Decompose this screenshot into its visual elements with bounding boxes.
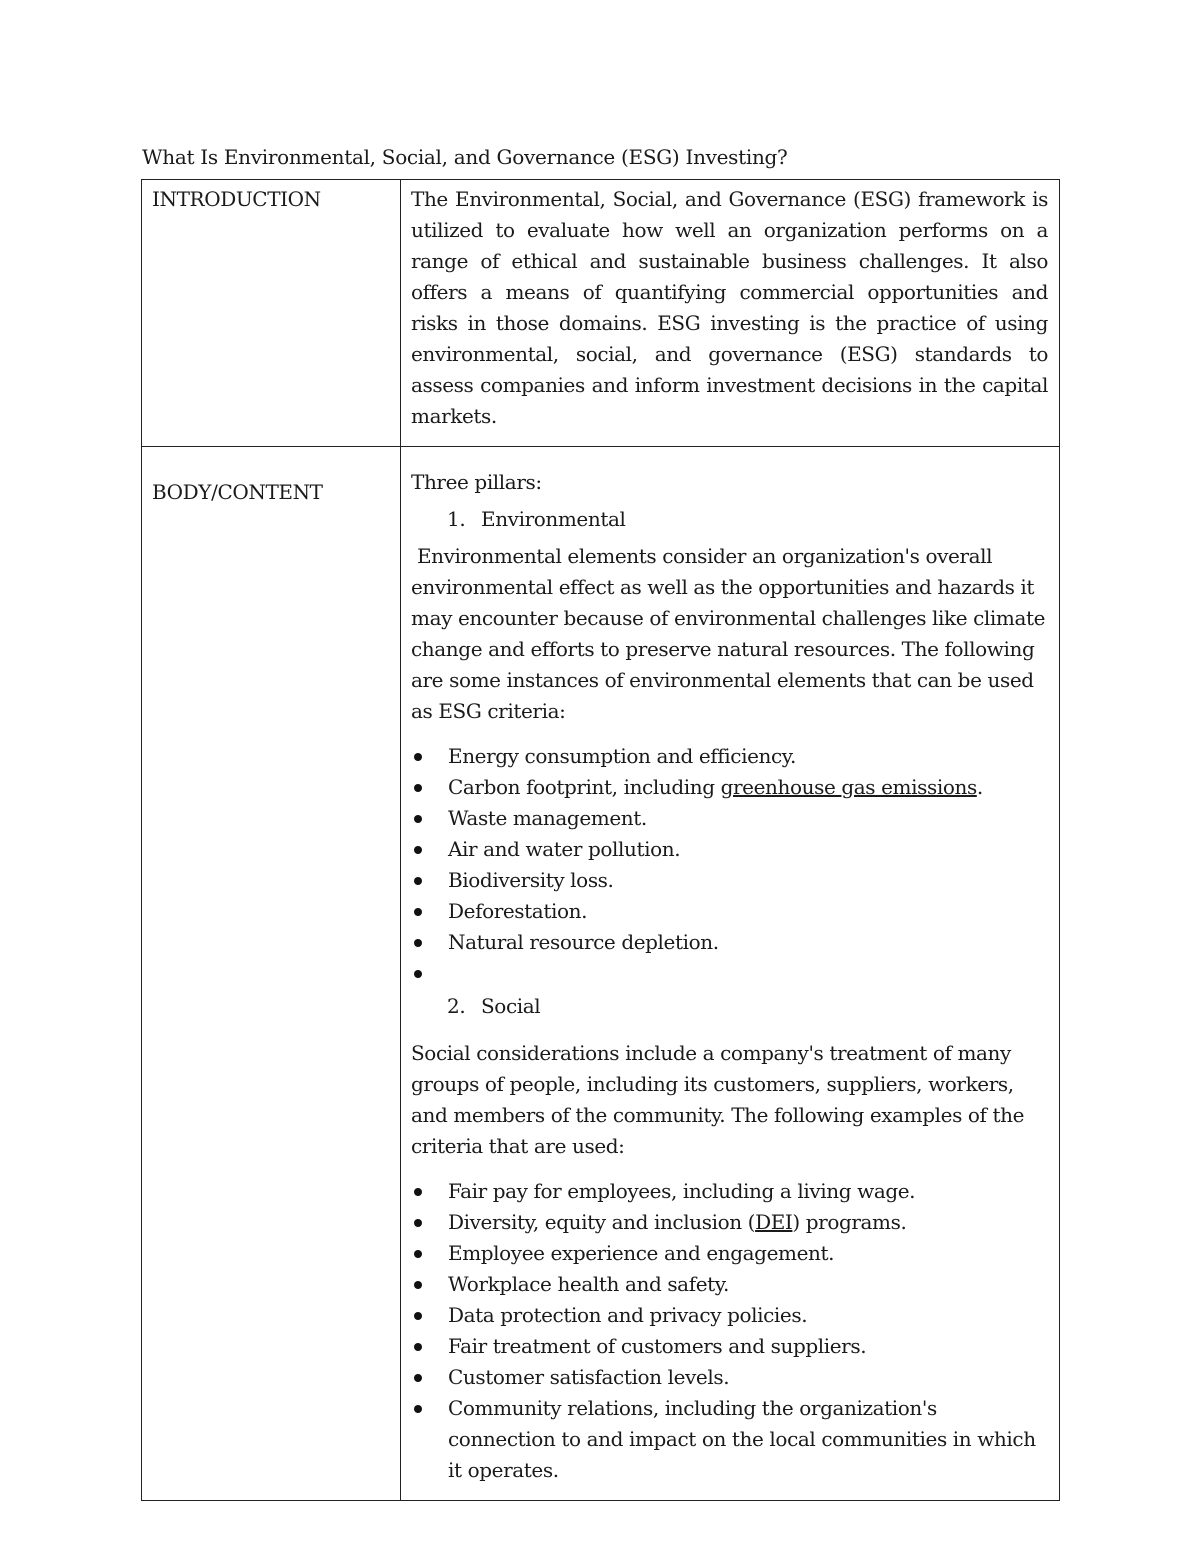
social-paragraph: Social considerations include a company's treatment of many groups of people, including its customers, suppliers, workers, and members of the community. The following examples of the criteria that are used: (411, 1041, 1025, 1158)
bullet-icon (411, 927, 448, 958)
introduction-label: INTRODUCTION (142, 180, 401, 447)
body-row (142, 447, 1060, 1501)
environmental-criteria-item-text-start: Natural resource depletion. (448, 930, 719, 954)
social-criteria-item-text-start: Workplace health and safety. (448, 1272, 729, 1296)
environmental-title: Environmental (481, 507, 626, 531)
social-criteria-item-text-start: Community relations, including the organization's connection to and impact on the local communities in which it operates. (448, 1396, 1036, 1482)
environmental-criteria-item-text (448, 834, 1048, 865)
environmental-criteria-item (411, 865, 1048, 896)
environmental-criteria-item (411, 741, 1048, 772)
environmental-criteria-item-text-end: . (976, 775, 983, 799)
bullet-icon (411, 1362, 448, 1393)
body-label: BODY/CONTENT (142, 447, 401, 1501)
environmental-criteria-item (411, 927, 1048, 958)
environmental-criteria-item-text (448, 927, 1048, 958)
environmental-heading (447, 504, 1048, 535)
social-criteria-item-link[interactable]: DEI (755, 1210, 793, 1234)
social-criteria-list (411, 1176, 1048, 1486)
environmental-criteria-list (411, 741, 1048, 989)
social-criteria-item-text-start: Fair treatment of customers and suppliers. (448, 1334, 867, 1358)
social-criteria-item (411, 1207, 1048, 1238)
environmental-criteria-item-text-start: Biodiversity loss. (448, 868, 614, 892)
social-criteria-item (411, 1269, 1048, 1300)
environmental-criteria-item (411, 803, 1048, 834)
social-criteria-item-text-start: Data protection and privacy policies. (448, 1303, 808, 1327)
social-criteria-item (411, 1238, 1048, 1269)
social-criteria-item-text-start: Fair pay for employees, including a living wage. (448, 1179, 916, 1203)
environmental-criteria-item (411, 896, 1048, 927)
social-criteria-item-text-start: Customer satisfaction levels. (448, 1365, 730, 1389)
bullet-icon (411, 958, 448, 989)
social-criteria-item-text (448, 1238, 1048, 1269)
bullet-icon (411, 803, 448, 834)
social-heading (447, 991, 1048, 1022)
bullet-icon (411, 1269, 448, 1300)
bullet-icon (411, 1207, 448, 1238)
environmental-criteria-item-text-start: Deforestation. (448, 899, 588, 923)
body-content (401, 447, 1060, 1501)
environmental-criteria-item-text-start: Energy consumption and efficiency. (448, 744, 797, 768)
environmental-criteria-item-text (448, 958, 1048, 989)
bullet-icon (411, 1238, 448, 1269)
environmental-criteria-item-text (448, 803, 1048, 834)
social-criteria-item (411, 1362, 1048, 1393)
social-criteria-item-text-start: Employee experience and engagement. (448, 1241, 835, 1265)
social-criteria-item (411, 1331, 1048, 1362)
esg-table (141, 179, 1060, 1501)
social-criteria-item-text (448, 1269, 1048, 1300)
document-title: What Is Environmental, Social, and Governance (ESG) Investing? (142, 145, 788, 169)
pillars-heading: Three pillars: (411, 470, 542, 494)
environmental-criteria-item-text-start: Air and water pollution. (448, 837, 681, 861)
social-number: 2. (447, 994, 466, 1018)
bullet-icon (411, 865, 448, 896)
introduction-row (142, 180, 1060, 447)
bullet-icon (411, 1393, 448, 1486)
environmental-number: 1. (447, 507, 466, 531)
bullet-icon (411, 772, 448, 803)
bullet-icon (411, 741, 448, 772)
bullet-icon (411, 896, 448, 927)
bullet-icon (411, 834, 448, 865)
environmental-paragraph: Environmental elements consider an organization's overall environmental effect as well as the opportunities and hazards it may encounter because of environmental challenges like climate change and efforts to preserve natural resources. The following are some instances of environmental elements that can be used as ESG criteria: (411, 544, 1052, 723)
social-criteria-item-text (448, 1300, 1048, 1331)
social-criteria-item-text (448, 1331, 1048, 1362)
social-criteria-item (411, 1300, 1048, 1331)
social-criteria-item-text (448, 1176, 1048, 1207)
social-criteria-item (411, 1393, 1048, 1486)
social-criteria-item (411, 1176, 1048, 1207)
social-criteria-item-text-start: Diversity, equity and inclusion ( (448, 1210, 756, 1234)
social-criteria-item-text (448, 1207, 1048, 1238)
environmental-criteria-item-text (448, 896, 1048, 927)
social-criteria-item-text-end: ) programs. (792, 1210, 907, 1234)
environmental-criteria-item-link[interactable]: greenhouse gas emissions (720, 775, 977, 799)
social-title: Social (481, 994, 541, 1018)
environmental-criteria-item-text-start: Carbon footprint, including (448, 775, 721, 799)
bullet-icon (411, 1331, 448, 1362)
environmental-criteria-item-text-start: Waste management. (448, 806, 647, 830)
environmental-criteria-item-text (448, 772, 1048, 803)
environmental-criteria-item-text (448, 865, 1048, 896)
environmental-criteria-item (411, 834, 1048, 865)
bullet-icon (411, 1300, 448, 1331)
environmental-criteria-item-text (448, 741, 1048, 772)
social-criteria-item-text (448, 1393, 1048, 1486)
environmental-criteria-item (411, 958, 1048, 989)
bullet-icon (411, 1176, 448, 1207)
introduction-content (401, 180, 1060, 447)
introduction-text: The Environmental, Social, and Governance (ESG) framework is utilized to evaluate how well an organization performs on a range of ethical and sustainable business challenges. It also offers a means of quantifying commercial opportunities and risks in those domains. ESG investing is the practice of using environmental, social, and governance (ESG) standards to assess companies and inform investment decisions in the capital markets. (411, 187, 1048, 428)
social-criteria-item-text (448, 1362, 1048, 1393)
environmental-criteria-item (411, 772, 1048, 803)
